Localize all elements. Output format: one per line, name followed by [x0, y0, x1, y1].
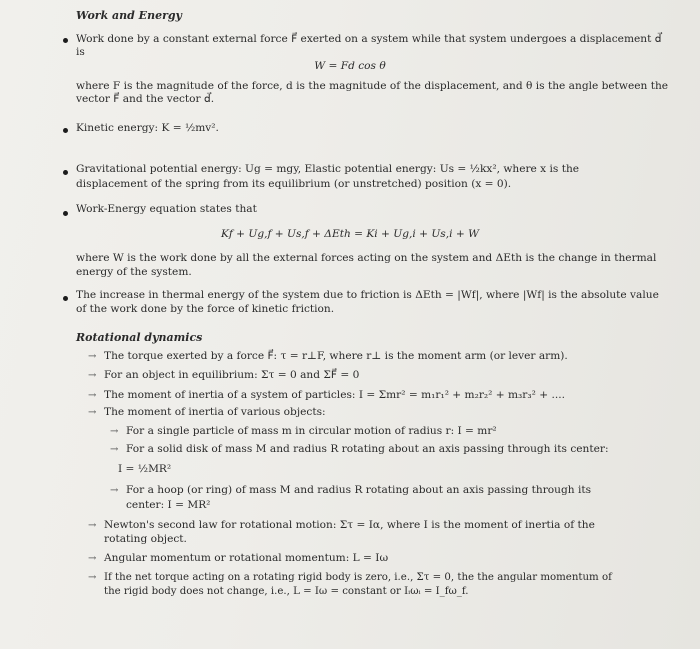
- arrow-right-icon: →: [88, 407, 97, 418]
- work-energy-line: Work-Energy equation states that: [76, 203, 257, 215]
- rotational-heading: Rotational dynamics: [76, 331, 203, 344]
- arrow-right-icon: →: [88, 351, 97, 362]
- bullet: [63, 296, 68, 301]
- torque-line: The torque exerted by a force F⃗: τ = r⊥F, where r⊥ is the moment arm (or lever arm).: [104, 350, 568, 362]
- disk-inertia-formula: I = ½MR²: [118, 463, 172, 475]
- potential-energy-line1: Gravitational potential energy: Ug = mgy, Elastic potential energy: Us = ½kx², where x is the: [76, 163, 580, 175]
- work-definition-line2: is: [76, 46, 85, 58]
- work-description-line1: where F is the magnitude of the force, d is the magnitude of the displacement, and θ is the angle between the: [76, 80, 669, 92]
- bullet: [63, 38, 68, 43]
- moment-of-inertia-line: The moment of inertia of a system of particles: I = Σmr² = m₁r₁² + m₂r₂² + m₃r₃² + ....: [104, 389, 565, 401]
- conservation-line2: the rigid body does not change, i.e., L = Iω = constant or Iᵢωᵢ = I_fω_f.: [104, 586, 469, 597]
- conservation-line1: If the net torque acting on a rotating rigid body is zero, i.e., Στ = 0, the the angular momentum of: [104, 572, 612, 583]
- arrow-right-icon: →: [88, 390, 97, 401]
- work-energy-formula: Kf + Ug,f + Us,f + ΔEth = Ki + Ug,i + Us,i + W: [220, 228, 479, 240]
- work-formula: W = Fd cos θ: [314, 60, 386, 72]
- hoop-inertia-line2: center: I = MR²: [126, 499, 211, 511]
- arrow-right-icon: →: [88, 520, 97, 531]
- arrow-right-icon: →: [110, 426, 119, 437]
- work-energy-description-line2: energy of the system.: [76, 266, 192, 278]
- work-definition-line1: Work done by a constant external force F⃗ exerted on a system while that system undergoes a displacement d⃗: [76, 33, 662, 45]
- kinetic-energy: Kinetic energy: K = ½mv².: [76, 122, 219, 134]
- bullet: [63, 211, 68, 216]
- page-title: Work and Energy: [76, 9, 182, 22]
- bullet: [63, 170, 68, 175]
- arrow-right-icon: →: [110, 485, 119, 496]
- disk-inertia-line1: For a solid disk of mass M and radius R rotating about an axis passing through its center:: [126, 443, 609, 455]
- angular-momentum-line: Angular momentum or rotational momentum: L = Iω: [104, 552, 389, 564]
- potential-energy-line2: displacement of the spring from its equilibrium (or unstretched) position (x = 0).: [76, 178, 512, 190]
- arrow-right-icon: →: [88, 553, 97, 564]
- moments-heading: The moment of inertia of various objects:: [104, 406, 326, 418]
- hoop-inertia-line1: For a hoop (or ring) of mass M and radius R rotating about an axis passing through its: [126, 484, 592, 496]
- arrow-right-icon: →: [110, 444, 119, 455]
- work-description-line2: vector F⃗ and the vector d⃗.: [76, 93, 215, 105]
- newton-rotational-line2: rotating object.: [104, 533, 187, 545]
- arrow-right-icon: →: [88, 370, 97, 381]
- thermal-energy-line1: The increase in thermal energy of the system due to friction is ΔEth = |Wf|, where |Wf| is the absolute value: [76, 289, 659, 301]
- particle-inertia-line: For a single particle of mass m in circular motion of radius r: I = mr²: [126, 425, 497, 437]
- work-energy-description-line1: where W is the work done by all the external forces acting on the system and ΔEth is the change in thermal: [76, 252, 657, 264]
- bullet: [63, 128, 68, 133]
- newton-rotational-line1: Newton's second law for rotational motion: Στ = Iα, where I is the moment of inertia of the: [104, 519, 595, 531]
- thermal-energy-line2: of the work done by the force of kinetic friction.: [76, 303, 335, 315]
- equilibrium-line: For an object in equilibrium: Στ = 0 and ΣF⃗ = 0: [104, 369, 360, 381]
- arrow-right-icon: →: [88, 572, 97, 583]
